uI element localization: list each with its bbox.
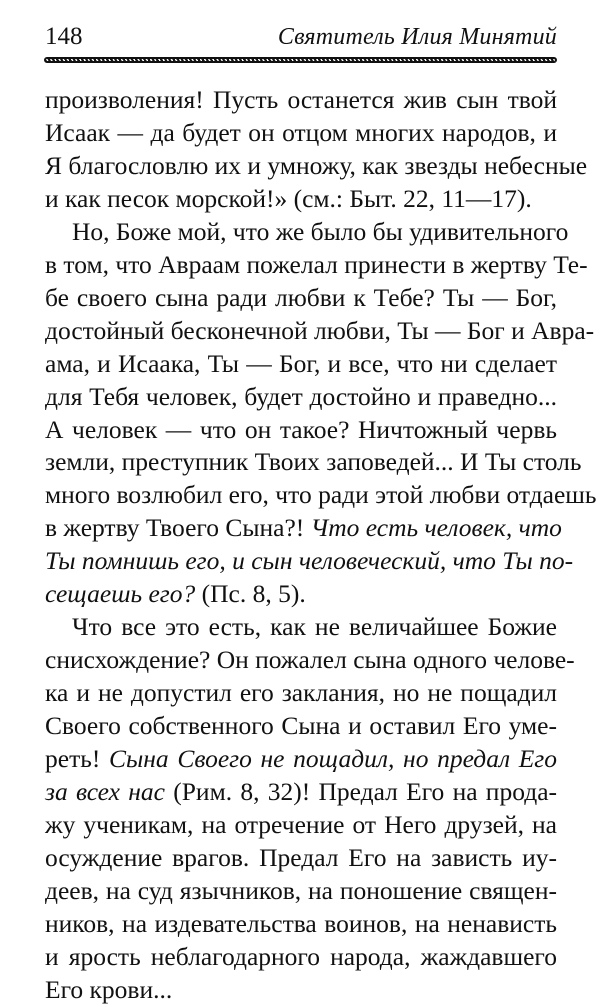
text-line [45,381,557,414]
text-line [45,479,597,512]
running-head [45,22,557,52]
text-line [45,150,588,183]
text-run: ка и не допустил его заклания, но не пощадил [45,678,557,708]
italic-quote: Что есть человек, что [310,513,562,543]
text-run: в жертву Твоего Сына?! [45,513,311,543]
text-line [45,578,557,611]
text-run: Но, Боже мой, что же было бы удивительного [72,216,569,246]
text-run: осуждение врагов. Предал Его на зависть иу- [45,842,557,872]
text-run: деев, на суд язычников, на поношение священ- [45,875,557,905]
text-line [45,282,557,315]
text-run: ников, на издевательства воинов, на ненависть [45,908,557,938]
text-run: (Рим. 8, 32)! Предал Его на прода- [164,777,558,807]
text-run: произволения! Пусть останется жив сын твой [45,85,557,114]
text-line [45,446,582,479]
text-line [45,776,557,809]
text-run: жу ученикам, на отречение от Него друзей, на [45,809,557,839]
text-run: и как песок морской!» (см.: Быт. 22, 11—17). [45,183,532,213]
text-line [45,183,557,216]
text-run: Его крови... [45,974,173,1004]
text-run: ама, и Исаака, Ты — Бог, и все, что ни сделает [45,348,557,378]
text-line [45,216,569,249]
page-number: 148 [45,23,83,50]
text-line [45,117,557,150]
text-line [45,974,557,1007]
text-line [45,348,557,381]
text-run: Исаак — да будет он отцом многих народов, и [45,117,557,147]
text-run: и ярость неблагодарного народа, жаждавшего [45,941,557,971]
text-line [45,743,557,776]
text-run: Что все это есть, как не величайшее Божие [72,612,557,642]
text-line [45,512,562,545]
text-line [45,315,595,348]
text-line [45,611,557,644]
text-run: достойный бесконечной любви, Ты — Бог и Авра- [45,315,595,345]
text-run: бе своего сына ради любви к Тебе? Ты — Бог, [45,282,557,312]
text-line [45,249,588,282]
italic-quote: Сына Своего не пощадил, но предал Его [109,744,557,774]
text-line [45,414,557,447]
paragraph [45,611,575,1006]
text-line [45,842,557,875]
text-line [45,908,557,941]
text-line [45,710,557,743]
text-run: Я благословлю их и умножу, как звезды небесные [45,150,588,180]
italic-quote: за всех нас [45,777,165,807]
italic-quote: сещаешь его? [45,579,196,609]
rope-rule-divider [44,57,557,63]
text-line [45,809,557,842]
italic-quote: Ты помнишь его, и сын человеческий, что Ты по- [45,546,574,576]
text-run: (Пс. 8, 5). [195,579,306,609]
text-run: земли, преступник Твоих заповедей... И Ты столь [45,447,582,477]
text-line [45,875,557,908]
paragraph [45,84,588,216]
text-run: в том, что Авраам пожелал принести в жертву Те- [45,249,588,279]
text-run: для Тебя человек, будет достойно и праведно... [45,381,557,411]
text-run: А человек — что он такое? Ничтожный червь [45,414,557,444]
text-run: много возлюбил его, что ради этой любви отдаешь [45,480,597,510]
text-run: Своего собственного Сына и оставил Его уме- [45,711,557,741]
text-run: снисхождение? Он пожалел сына одного челове- [45,645,575,675]
paragraph [45,216,597,611]
body-text [45,84,597,1007]
running-title: Святитель Илия Минятий [277,24,557,50]
text-line [45,677,557,710]
text-line [45,545,574,578]
text-line [45,644,575,677]
text-line [45,84,557,117]
text-line [45,941,557,974]
text-run: реть! [45,744,109,774]
